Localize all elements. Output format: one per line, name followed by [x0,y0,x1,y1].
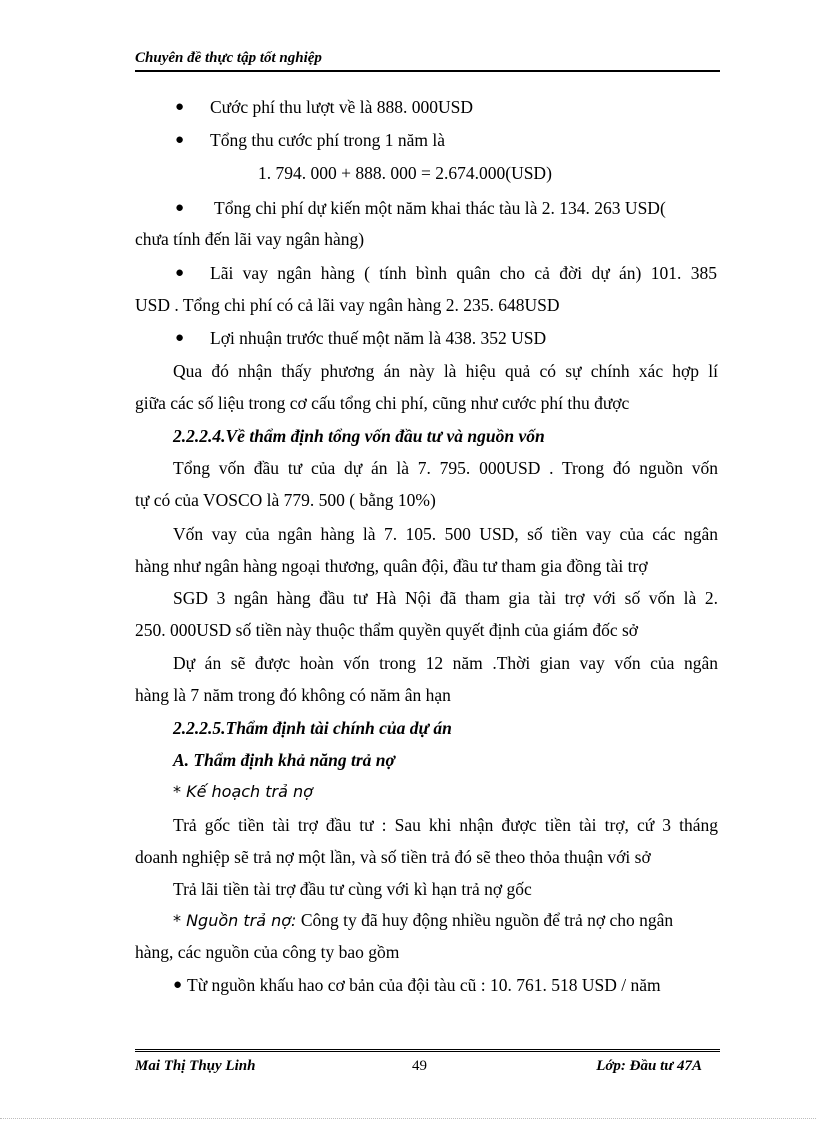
text-line: hàng là 7 năm trong đó không có năm ân hạn [135,685,451,705]
header-title: Chuyên đề thực tập tốt nghiệp [135,50,322,66]
text-line: USD . Tổng chi phí có cả lãi vay ngân hàng 2. 235. 648USD [135,295,560,315]
page-footer [135,1049,720,1082]
text-line: 250. 000USD số tiền này thuộc thẩm quyền quyết định của giám đốc sở [135,620,639,640]
text-line: chưa tính đến lãi vay ngân hàng) [135,229,365,249]
bullet-icon: ● [175,330,185,346]
footer-class: Lớp: Đầu tư 47A [596,1058,702,1074]
text-line: hàng, các nguồn của công ty bao gồm [135,942,400,962]
page-boundary [0,1118,816,1119]
text-line: tự có của VOSCO là 779. 500 ( bằng 10%) [135,490,436,510]
source-label: * Nguồn trả nợ: [173,911,297,930]
bullet-icon: ● [175,200,185,216]
bullet-icon: ● [175,132,185,148]
page-number: 49 [412,1058,427,1074]
bullet-icon: ● [175,99,185,115]
footer-author: Mai Thị Thụy Linh [135,1058,256,1074]
text-line: giữa các số liệu trong cơ cấu tổng chi phí, cũng như cước phí thu được [135,393,630,413]
bullet-icon: ● [175,265,185,281]
bullet-icon: ● [173,977,183,993]
text-line: hàng như ngân hàng ngoại thương, quân đội, đầu tư tham gia đồng tài trợ [135,556,648,576]
page-header [135,48,720,72]
text-line: doanh nghiệp sẽ trả nợ một lần, và số tiền trả đó sẽ theo thỏa thuận với sở [135,847,651,867]
